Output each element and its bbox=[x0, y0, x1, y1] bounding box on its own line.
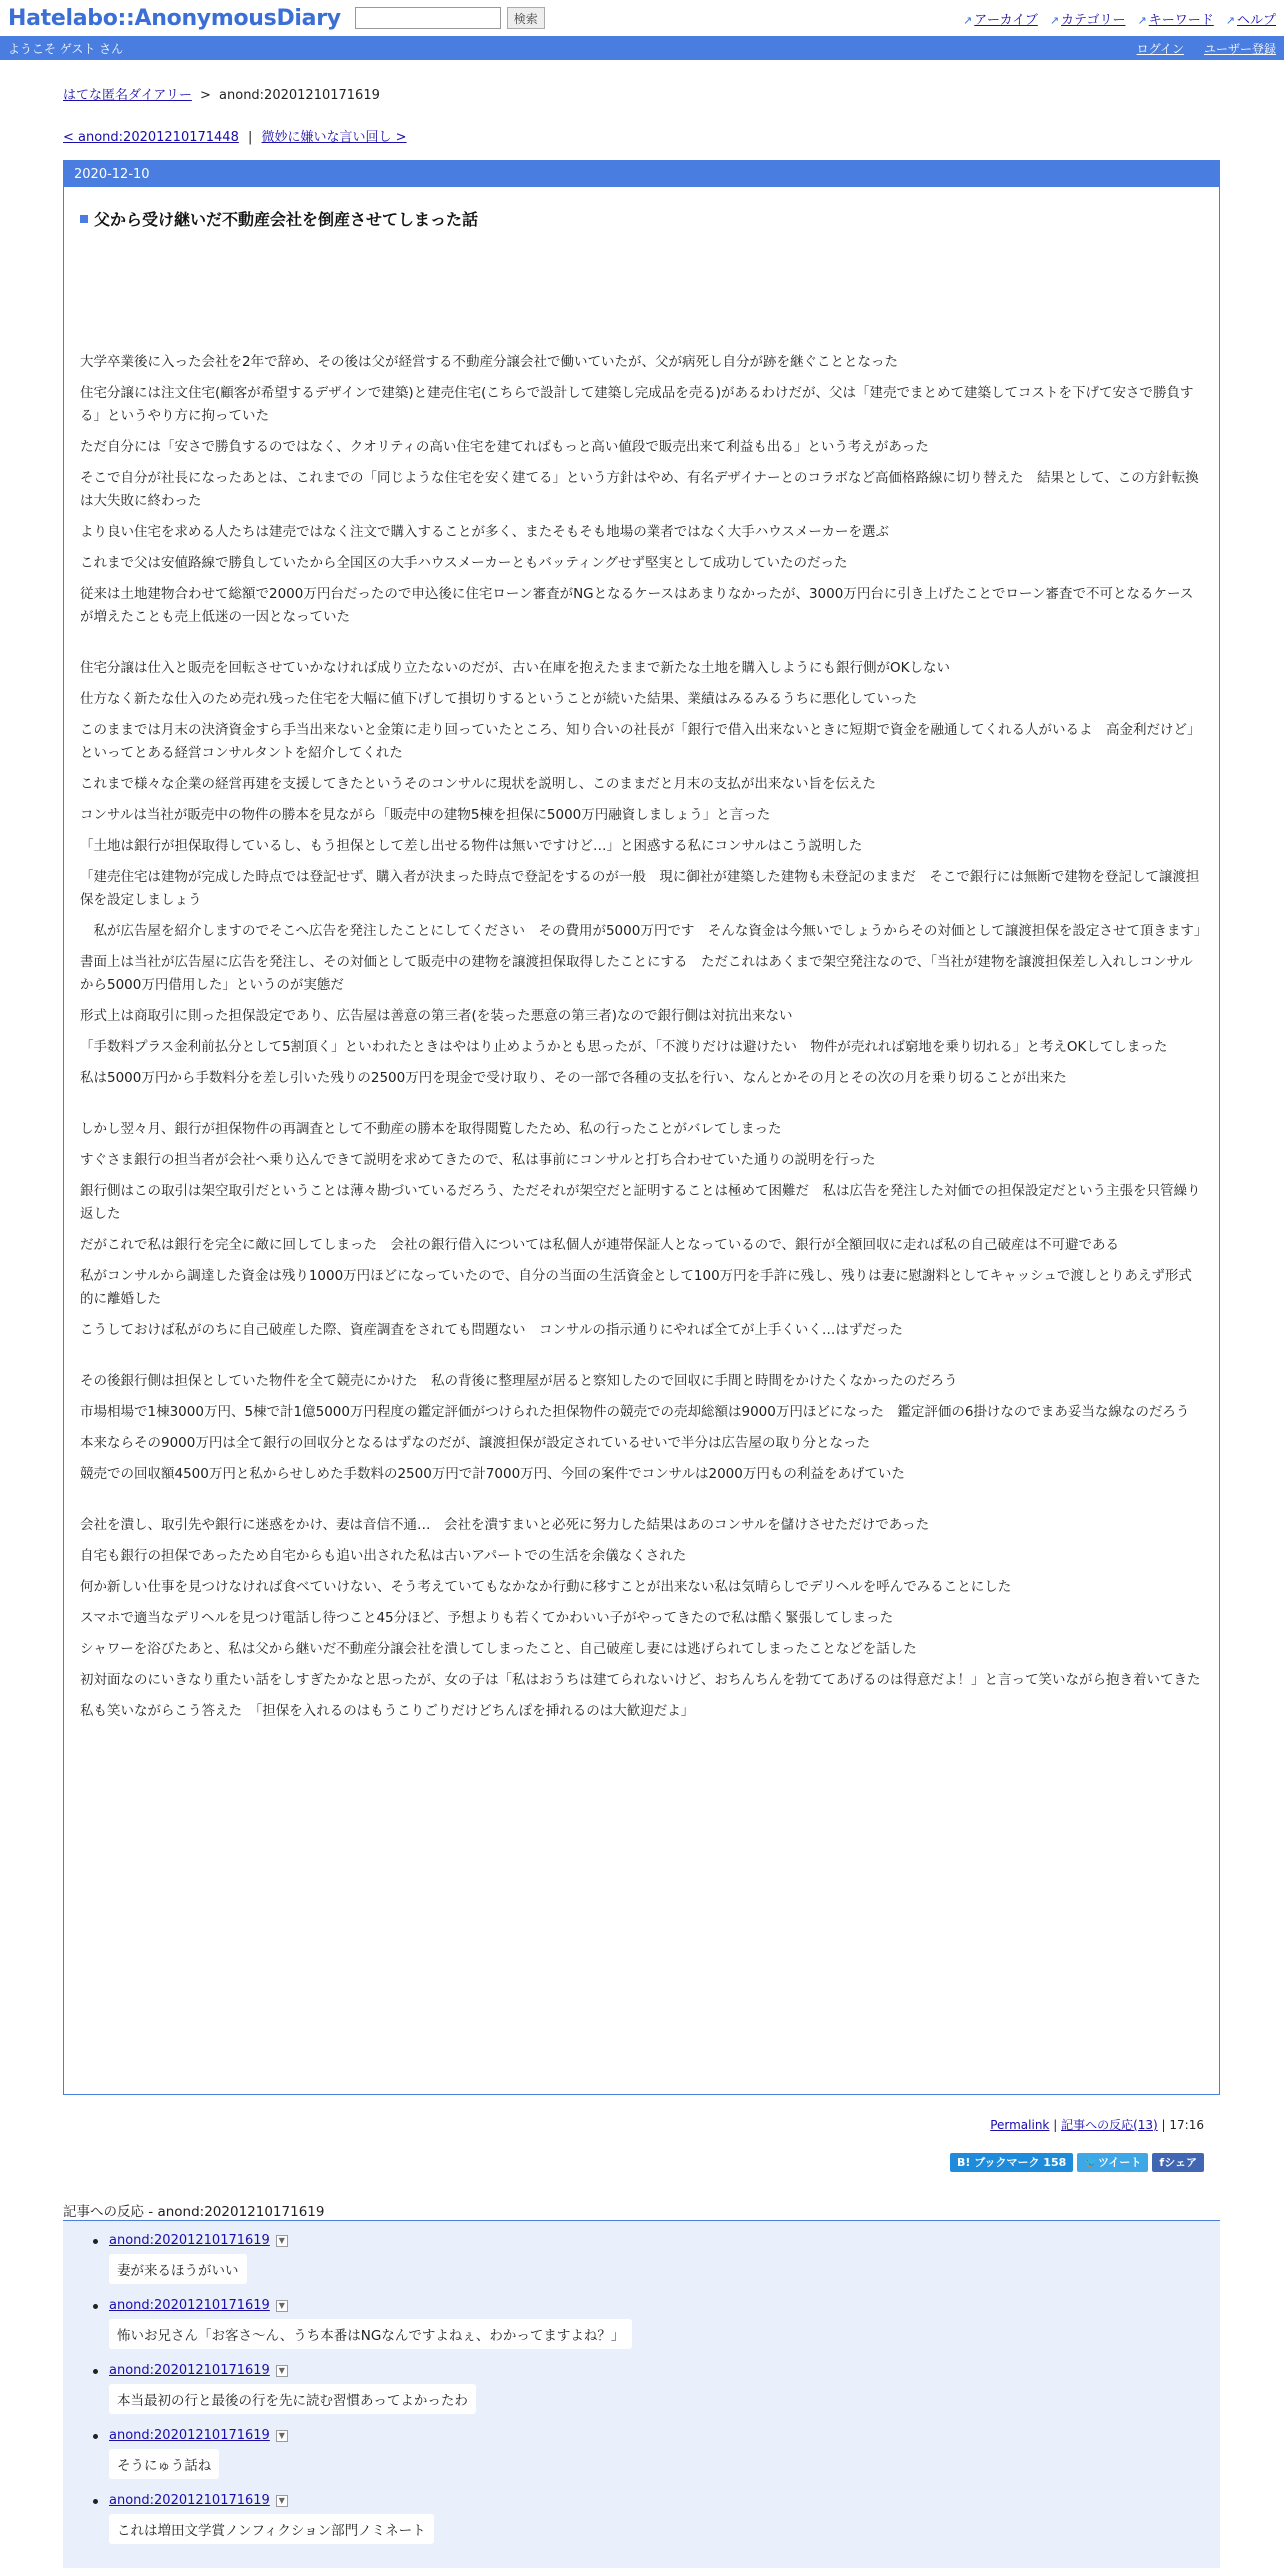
response-text: 本当最初の行と最後の行を先に読む習慣あってよかったわ bbox=[109, 2384, 476, 2414]
entry-paragraph: スマホで適当なデリヘルを見つけ電話し待つこと45分ほど、予想よりも若くてかわいい子がやってきたので私は酷く緊張してしまった bbox=[80, 1610, 894, 1626]
top-links bbox=[963, 9, 1276, 28]
entry-paragraph: 「土地は銀行が担保取得しているし、もう担保として差し出せる物件は無いですけど…」と困惑する私にコンサルはこう説明した bbox=[80, 838, 863, 854]
response-author-link[interactable]: anond:20201210171619 bbox=[109, 2298, 270, 2313]
prev-entry-link[interactable]: < anond:20201210171448 bbox=[63, 130, 239, 145]
response-item bbox=[109, 2233, 1220, 2284]
entry-paragraph: 市場相場で1棟3000万円、5棟で計1億5000万円程度の鑑定評価がつけられた担保物件の競売での売却総額は9000万円ほどになった 鑑定評価の6掛けなのでまあ妥当な線なのだろう bbox=[80, 1404, 1190, 1420]
breadcrumb bbox=[63, 84, 1220, 103]
permalink-link[interactable]: Permalink bbox=[990, 2118, 1050, 2132]
entry-title[interactable] bbox=[80, 207, 478, 230]
entry-body bbox=[80, 351, 1208, 1731]
entry-paragraph: コンサルは当社が販売中の物件の勝本を見ながら「販売中の建物5棟を担保に5000万円融資しましょう」と言った bbox=[80, 807, 771, 823]
response-author-link[interactable]: anond:20201210171619 bbox=[109, 2493, 270, 2508]
response-item bbox=[109, 2363, 1220, 2414]
entry-paragraph: 住宅分譲は仕入と販売を回転させていかなければ成り立たないのだが、古い在庫を抱えたままで新たな土地を購入しようにも銀行側がOKしない bbox=[80, 660, 950, 676]
login-link[interactable]: ログイン bbox=[1136, 41, 1184, 56]
bullet-icon bbox=[93, 2499, 98, 2504]
tweet-button[interactable]: 🐦ツイート bbox=[1077, 2153, 1148, 2172]
breadcrumb-separator: > bbox=[199, 88, 211, 103]
arrow-icon: ↗ bbox=[963, 13, 973, 27]
archive-link[interactable]: アーカイブ bbox=[974, 12, 1038, 28]
response-author-row bbox=[109, 2428, 1220, 2443]
next-entry-link[interactable]: 微妙に嫌いな言い回し > bbox=[261, 130, 407, 145]
arrow-icon: ↗ bbox=[1049, 13, 1060, 27]
entry-paragraph: 本来ならその9000万円は全て銀行の回収分となるはずなのだが、譲渡担保が設定されているせいで半分は広告屋の取り分となった bbox=[80, 1435, 870, 1451]
response-author-row bbox=[109, 2493, 1220, 2508]
bullet-icon bbox=[93, 2369, 98, 2374]
entry-date: 2020-12-10 bbox=[64, 161, 1219, 187]
entry-paragraph: 住宅分譲には注文住宅(顧客が希望するデザインで建築)と建売住宅(こちらで設計して建築し完成品を売る)があるわけだが、父は「建売でまとめて建築してコストを下げて安さで勝負する」というやり方に拘っていた bbox=[80, 385, 1194, 424]
entry-paragraph: 書面上は当社が広告屋に広告を発注し、その対価として販売中の建物を譲渡担保取得したことにする ただこれはあくまで架空発注なので、「当社が建物を譲渡担保差し入れしコンサルから5000万円借用した」というのが実態だ bbox=[80, 954, 1193, 993]
entry-paragraph: 初対面なのにいきなり重たい話をしすぎたかなと思ったが、女の子は「私はおうちは建てられないけど、おちんちんを勃ててあげるのは得意だよ！」と言って笑いながら抱き着いてきた bbox=[80, 1672, 1201, 1688]
search-input[interactable] bbox=[355, 7, 501, 29]
arrow-icon: ↗ bbox=[1137, 13, 1147, 27]
category-link[interactable]: カテゴリー bbox=[1061, 12, 1126, 28]
square-bullet-icon bbox=[80, 215, 88, 223]
entry-paragraph: これまで父は安値路線で勝負していたから全国区の大手ハウスメーカーともバッティングせず堅実として成功していたのだった bbox=[80, 555, 848, 571]
responses-title: 記事への反応 - anond:20201210171619 bbox=[63, 2204, 325, 2220]
entry-title-text[interactable]: 父から受け継いだ不動産会社を倒産させてしまった話 bbox=[94, 210, 479, 229]
entry-paragraph: すぐさま銀行の担当者が会社へ乗り込んできて説明を求めてきたので、私は事前にコンサルと打ち合わせていた通りの説明を行った bbox=[80, 1152, 876, 1168]
bullet-icon bbox=[93, 2239, 98, 2244]
response-text: そうにゅう話ね bbox=[109, 2449, 219, 2479]
entry-paragraph: 大学卒業後に入った会社を2年で辞め、その後は父が経営する不動産分譲会社で働いていたが、父が病死し自分が跡を継ぐこととなった bbox=[80, 354, 899, 370]
response-author-link[interactable]: anond:20201210171619 bbox=[109, 2363, 270, 2378]
pager-separator: | bbox=[248, 130, 253, 145]
entry-paragraph: こうしておけば私がのちに自己破産した際、資産調査をされても問題ない コンサルの指示通りにやれば全てが上手くいく…はずだった bbox=[80, 1322, 903, 1338]
entry-paragraph: 従来は土地建物合わせて総額で2000万円台だったので申込後に住宅ローン審査がNGとなるケースはあまりなかったが、3000万円台に引き上げたことでローン審査で不可となるケースが増えたことも売上低迷の一因となっていた bbox=[80, 586, 1194, 625]
response-text: 怖いお兄さん「お客さ～ん、うち本番はNGなんですよねぇ、わかってますよね？」 bbox=[109, 2319, 632, 2349]
entry-paragraph: だがこれで私は銀行を完全に敵に回してしまった 会社の銀行借入については私個人が連帯保証人となっているので、銀行が全額回収に走れば私の自己破産は不可避である bbox=[80, 1237, 1119, 1253]
entry-paragraph: 自宅も銀行の担保であったため自宅からも追い出された私は古いアパートでの生活を余儀なくされた bbox=[80, 1548, 687, 1564]
entry-paragraph: 私が広告屋を紹介しますのでそこへ広告を発注したことにしてください その費用が5000万円です そんな資金は今無いでしょうからその対価として譲渡担保を設定させて頂きます」 bbox=[80, 923, 1208, 939]
chevron-down-icon[interactable]: ▼ bbox=[276, 2495, 288, 2507]
entry-paragraph: 競売での回収額4500万円と私からせしめた手数料の2500万円で計7000万円、今回の案件でコンサルは2000万円もの利益をあげていた bbox=[80, 1466, 905, 1482]
entry-time: 17:16 bbox=[1169, 2118, 1204, 2132]
entry-paragraph: そこで自分が社長になったあとは、これまでの「同じような住宅を安く建てる」という方針はやめ、有名デザイナーとのコラボなど高価格路線に切り替えた 結果として、この方針転換は大失敗に終わった bbox=[80, 470, 1199, 509]
site-logo[interactable]: Hatelabo::AnonymousDiary bbox=[8, 5, 341, 31]
entry-paragraph: このままでは月末の決済資金すら手当出来ないと金策に走り回っていたところ、知り合いの社長が「銀行で借入出来ないときに短期で資金を融通してくれる人がいるよ 高金利だけど」といってとある経営コンサルタントを紹介してくれた bbox=[80, 722, 1201, 761]
response-author-row bbox=[109, 2363, 1220, 2378]
share-buttons bbox=[950, 2153, 1204, 2172]
entry-paragraph: 私は5000万円から手数料分を差し引いた残りの2500万円を現金で受け取り、その一部で各種の支払を行い、なんとかその月とその次の月を乗り切ることが出来た bbox=[80, 1070, 1067, 1086]
entry-paragraph: ただ自分には「安さで勝負するのではなく、クオリティの高い住宅を建てればもっと高い値段で販売出来て利益も出る」という考えがあった bbox=[80, 439, 929, 455]
entry-footer: Permalink | 記事への反応(13) | 17:16 bbox=[990, 2118, 1204, 2132]
response-author-link[interactable]: anond:20201210171619 bbox=[109, 2233, 270, 2248]
top-bar bbox=[0, 0, 1284, 36]
facebook-share-button[interactable]: fシェア bbox=[1152, 2153, 1204, 2172]
chevron-down-icon[interactable]: ▼ bbox=[276, 2300, 288, 2312]
entry-paragraph: その後銀行側は担保としていた物件を全て競売にかけた 私の背後に整理屋が居ると察知したので回収に手間と時間をかけたくなかったのだろう bbox=[80, 1373, 958, 1389]
facebook-icon: f bbox=[1159, 2156, 1165, 2169]
entry-paragraph: 私がコンサルから調達した資金は残り1000万円ほどになっていたので、自分の当面の生活資金として100万円を手許に残し、残りは妻に慰謝料としてキャッシュで渡しとりあえず形式的に離婚した bbox=[80, 1268, 1192, 1307]
entry-paragraph: より良い住宅を求める人たちは建売ではなく注文で購入することが多く、またそもそも地場の業者ではなく大手ハウスメーカーを選ぶ bbox=[80, 524, 890, 540]
entry-paragraph: これまで様々な企業の経営再建を支援してきたというそのコンサルに現状を説明し、このままだと月末の支払が出来ない旨を伝えた bbox=[80, 776, 876, 792]
entry-paragraph: 銀行側はこの取引は架空取引だということは薄々勘づいているだろう、ただそれが架空だと証明することは極めて困難だ 私は広告を発注した対価での担保設定だという主張を只管繰り返した bbox=[80, 1183, 1201, 1222]
entry-paragraph: 形式上は商取引に則った担保設定であり、広告屋は善意の第三者(を装った悪意の第三者)なので銀行側は対抗出来ない bbox=[80, 1008, 793, 1024]
response-item bbox=[109, 2428, 1220, 2479]
chevron-down-icon[interactable]: ▼ bbox=[276, 2365, 288, 2377]
reactions-link[interactable]: 記事への反応(13) bbox=[1061, 2118, 1158, 2132]
response-item bbox=[109, 2493, 1220, 2544]
bullet-icon bbox=[93, 2304, 98, 2309]
entry-paragraph: 「建売住宅は建物が完成した時点では登記せず、購入者が決まった時点で登記をするのが一般 現に御社が建築した建物も未登記のままだ そこで銀行には無断で建物を登記して譲渡担保を設定しましょう bbox=[80, 869, 1200, 908]
pager bbox=[63, 126, 1220, 145]
chevron-down-icon[interactable]: ▼ bbox=[276, 2430, 288, 2442]
response-item bbox=[109, 2298, 1220, 2349]
response-text: 妻が来るほうがいい bbox=[109, 2254, 247, 2284]
register-link[interactable]: ユーザー登録 bbox=[1203, 41, 1276, 56]
arrow-icon: ↗ bbox=[1225, 13, 1235, 27]
response-author-link[interactable]: anond:20201210171619 bbox=[109, 2428, 270, 2443]
day-entry bbox=[63, 160, 1220, 2095]
entry-paragraph: 仕方なく新たな仕入のため売れ残った住宅を大幅に値下げして損切りするということが続いた結果、業績はみるみるうちに悪化していった bbox=[80, 691, 917, 707]
response-text: これは増田文学賞ノンフィクション部門ノミネート bbox=[109, 2514, 434, 2544]
entry-paragraph: しかし翌々月、銀行が担保物件の再調査として不動産の勝本を取得閲覧したため、私の行ったことがバレてしまった bbox=[80, 1121, 782, 1137]
entry-paragraph: 何か新しい仕事を見つけなければ食べていけない、そう考えていてもなかなか行動に移すことが出来ない私は気晴らしでデリヘルを呼んでみることにした bbox=[80, 1579, 1012, 1595]
help-link[interactable]: ヘルプ bbox=[1236, 12, 1276, 28]
breadcrumb-home[interactable]: はてな匿名ダイアリー bbox=[63, 88, 192, 103]
response-author-row bbox=[109, 2233, 1220, 2248]
response-author-row bbox=[109, 2298, 1220, 2313]
entry-paragraph: 私も笑いながらこう答えた 「担保を入れるのはもうこりごりだけどちんぽを挿れるのは大歓迎だよ」 bbox=[80, 1703, 695, 1719]
entry-paragraph: 「手数料プラス金利前払分として5割頂く」といわれたときはやはり止めようかとも思ったが、「不渡りだけは避けたい 物件が売れれば窮地を乗り切れる」と考えOKしてしまった bbox=[80, 1039, 1168, 1055]
entry-paragraph: 会社を潰し、取引先や銀行に迷惑をかけ、妻は音信不通… 会社を潰すまいと必死に努力した結果はあのコンサルを儲けさせただけであった bbox=[80, 1517, 930, 1533]
entry-paragraph: シャワーを浴びたあと、私は父から継いだ不動産分譲会社を潰してしまったこと、自己破産し妻には逃げられてしまったことなどを話した bbox=[80, 1641, 917, 1657]
keyword-link[interactable]: キーワード bbox=[1148, 12, 1214, 28]
breadcrumb-current: anond:20201210171619 bbox=[219, 88, 380, 103]
user-bar bbox=[0, 36, 1284, 60]
search-button[interactable]: 検索 bbox=[507, 7, 545, 29]
welcome-text: ようこそ ゲスト さん bbox=[8, 41, 124, 56]
twitter-icon: 🐦 bbox=[1084, 2156, 1098, 2169]
responses-list bbox=[63, 2221, 1220, 2568]
hatena-bookmark-button[interactable]: B! ブックマーク 158 bbox=[950, 2153, 1073, 2172]
bullet-icon bbox=[93, 2434, 98, 2439]
chevron-down-icon[interactable]: ▼ bbox=[276, 2235, 288, 2247]
